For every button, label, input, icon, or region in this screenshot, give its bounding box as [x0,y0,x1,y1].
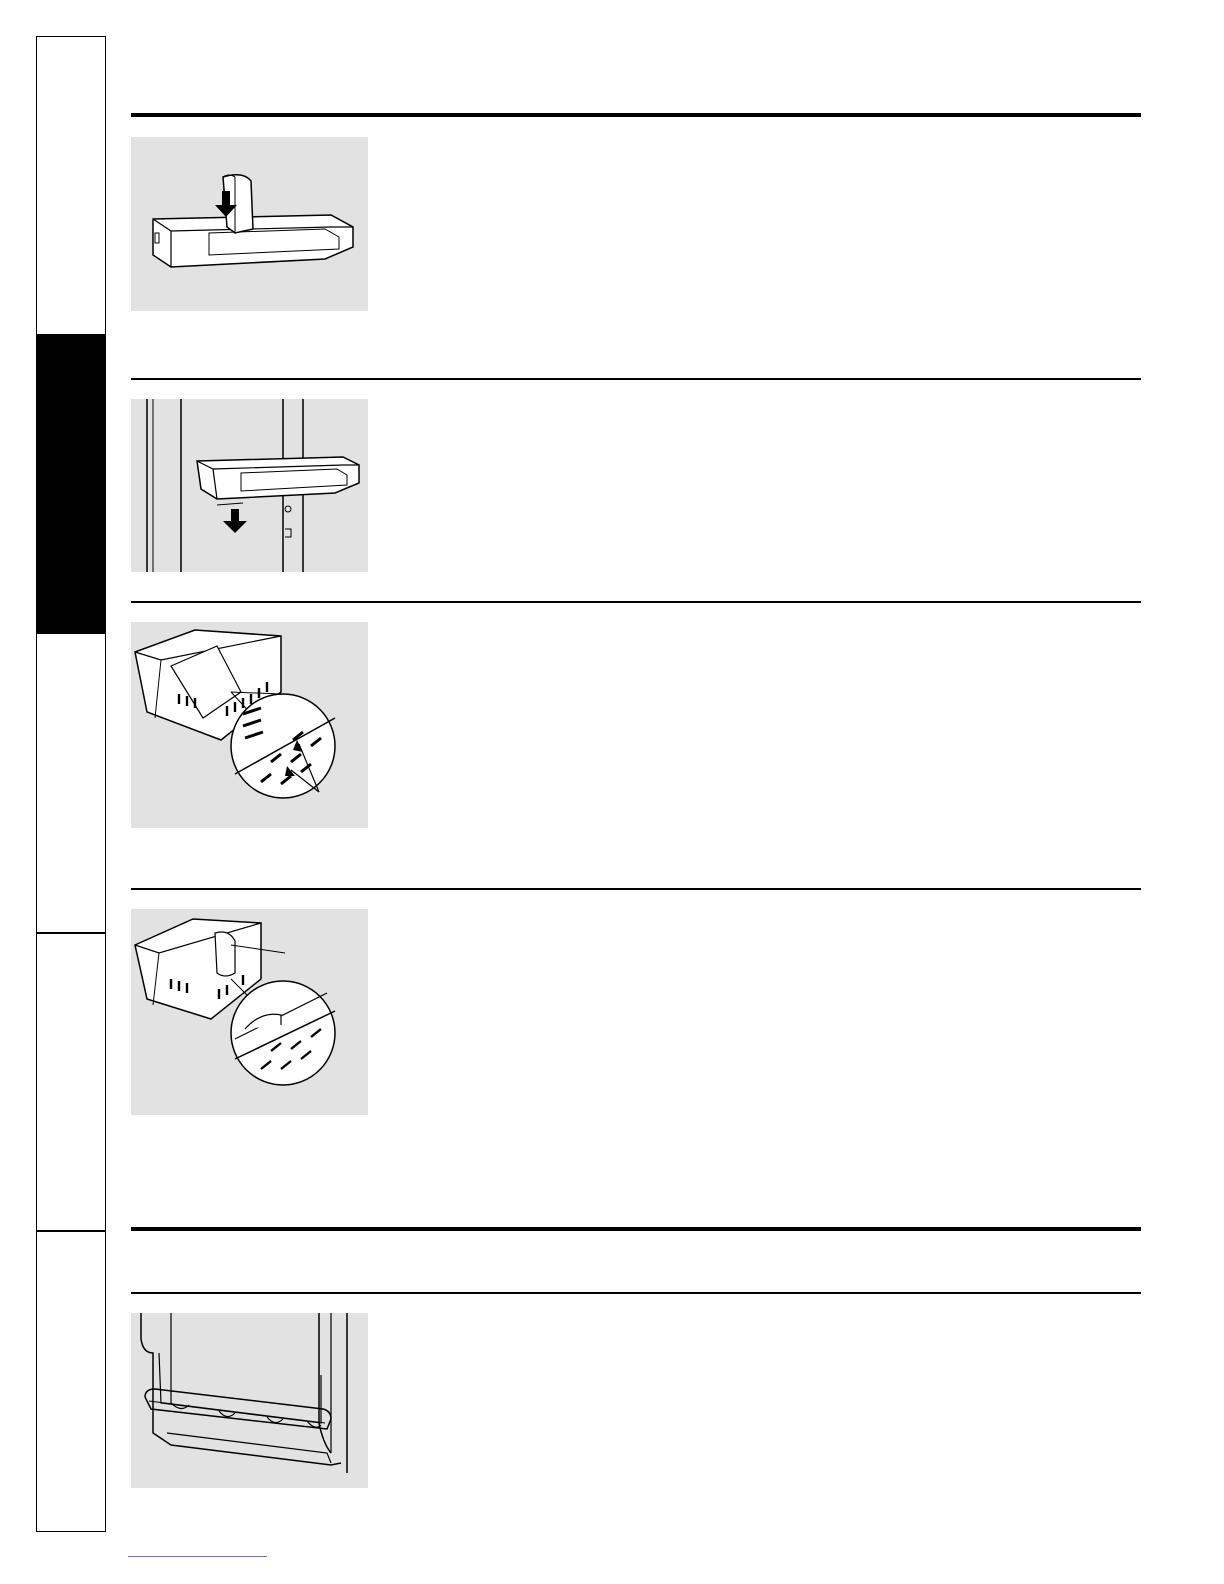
door-bin-removal-illustration [131,399,368,572]
freezer-door-rack-illustration [131,1313,368,1488]
section-rule [131,601,1141,603]
section-rule-major [131,1227,1141,1231]
section-rule-top [131,113,1141,117]
freezer-basket-divider-installed-illustration [131,909,368,1115]
section-rule [131,1292,1141,1294]
section-rule [131,888,1141,890]
side-tab-consumer-support[interactable] [37,1230,105,1533]
side-tab-care[interactable] [37,634,105,932]
bottom-link-underline[interactable] [128,1556,267,1557]
side-tab-safety[interactable] [37,37,105,334]
side-tab-operating-active[interactable] [37,334,105,634]
side-tab-troubleshooting[interactable] [37,932,105,1230]
freezer-basket-divider-slots-illustration [131,622,368,828]
side-nav-tabs [36,36,106,1532]
door-bin-with-divider-illustration [131,137,368,311]
section-rule [131,378,1141,380]
